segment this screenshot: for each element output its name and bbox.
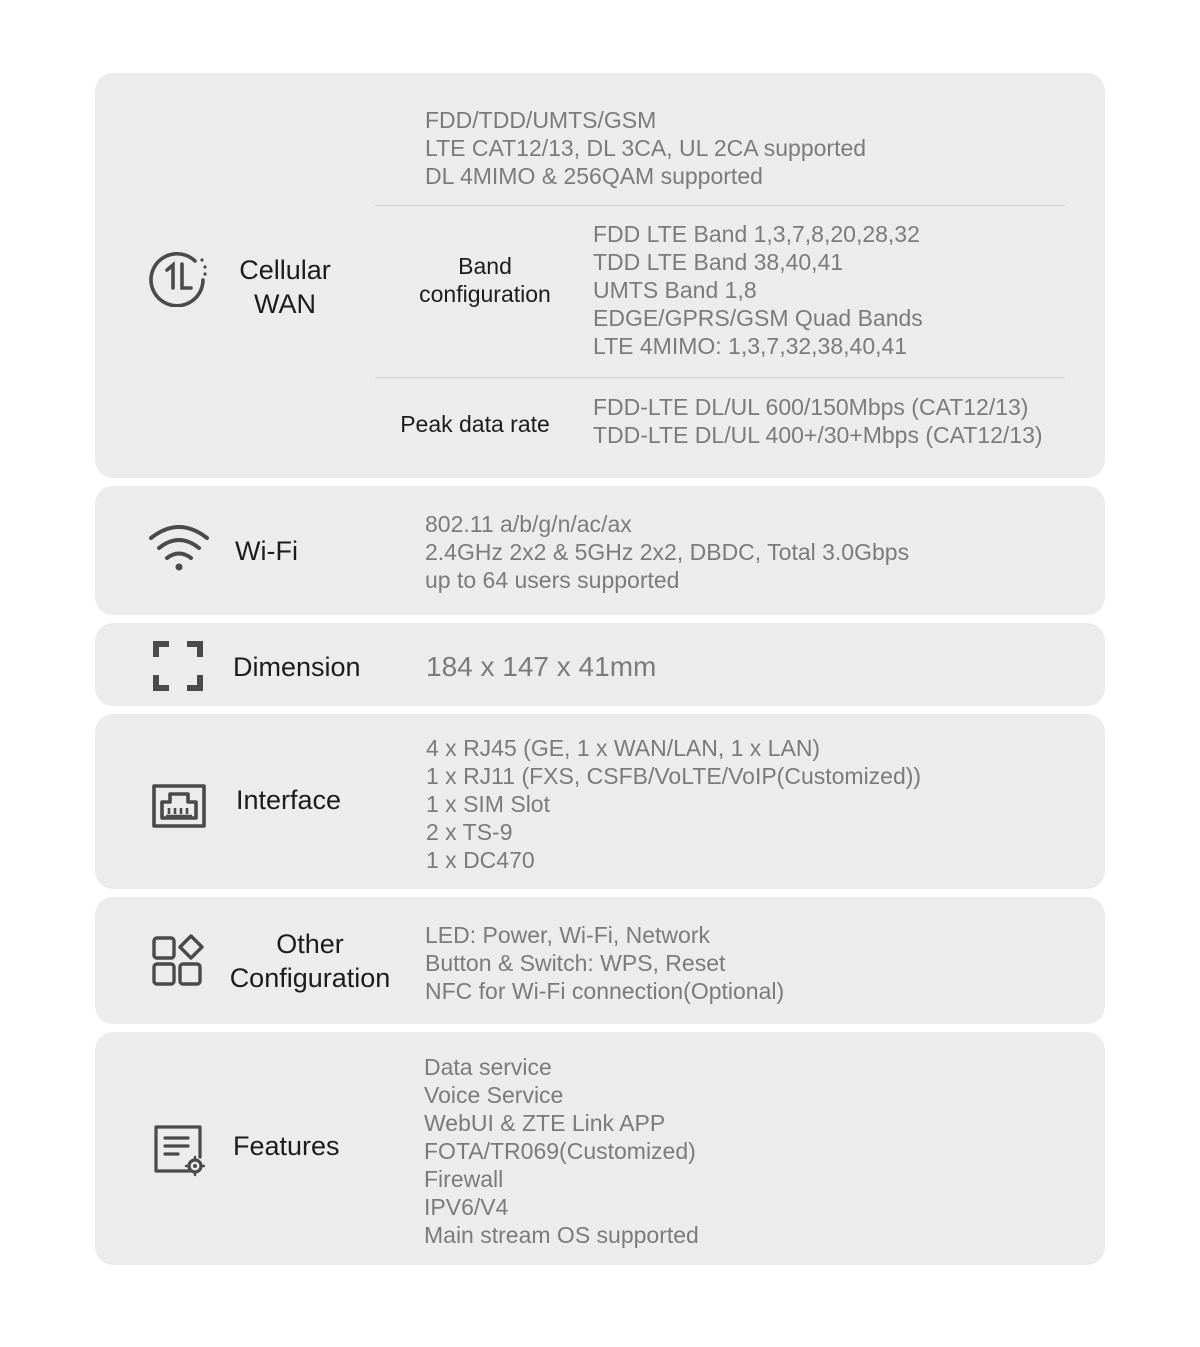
value-line: IPV6/V4 <box>424 1194 509 1220</box>
value-line: Firewall <box>424 1166 504 1192</box>
wifi-title: Wi-Fi <box>235 536 298 566</box>
other-configuration-card <box>95 897 1105 1024</box>
cellular-wan-title: Cellular WAN <box>239 255 331 319</box>
other-configuration-title: Other Configuration <box>229 929 391 993</box>
value-line: 1 x SIM Slot <box>426 791 550 817</box>
value-line: up to 64 users supported <box>425 567 680 593</box>
value-line: Voice Service <box>424 1082 564 1108</box>
wifi-card <box>95 486 1105 615</box>
value-line: FDD LTE Band 1,3,7,8,20,28,32 <box>593 221 920 247</box>
divider <box>375 377 1065 378</box>
value-line: 2 x TS-9 <box>426 819 513 845</box>
value-line: LTE CAT12/13, DL 3CA, UL 2CA supported <box>425 135 867 161</box>
band-configuration-values <box>593 220 923 360</box>
other-configuration-values <box>425 921 784 1005</box>
cellular-wan-card <box>95 73 1105 478</box>
features-title: Features <box>233 1131 340 1161</box>
value-line: 802.11 a/b/g/n/ac/ax <box>425 511 632 537</box>
value-line: Button & Switch: WPS, Reset <box>425 950 726 976</box>
wifi-values <box>425 510 909 594</box>
peak-data-rate-label: Peak data rate <box>400 411 550 437</box>
apps-grid-icon <box>148 930 210 992</box>
cellular-1l-icon <box>147 245 209 307</box>
interface-values <box>426 734 921 874</box>
value-line: FDD-LTE DL/UL 600/150Mbps (CAT12/13) <box>593 394 1029 420</box>
dimension-value: 184 x 147 x 41mm <box>426 651 657 682</box>
value-line: FDD/TDD/UMTS/GSM <box>425 107 657 133</box>
divider <box>375 205 1065 206</box>
value-line: FOTA/TR069(Customized) <box>424 1138 696 1164</box>
dimension-card <box>95 623 1105 706</box>
value-line: TDD-LTE DL/UL 400+/30+Mbps (CAT12/13) <box>593 422 1043 448</box>
cellular-general-values <box>425 106 866 190</box>
value-line: WebUI & ZTE Link APP <box>424 1110 666 1136</box>
features-card <box>95 1032 1105 1265</box>
peak-data-rate-values <box>593 393 1043 449</box>
value-line: LED: Power, Wi-Fi, Network <box>425 922 710 948</box>
value-line: 4 x RJ45 (GE, 1 x WAN/LAN, 1 x LAN) <box>426 735 821 761</box>
value-line: Data service <box>424 1054 552 1080</box>
interface-card <box>95 714 1105 889</box>
interface-title: Interface <box>236 785 342 815</box>
value-line: DL 4MIMO & 256QAM supported <box>425 163 763 189</box>
value-line: TDD LTE Band 38,40,41 <box>593 249 844 275</box>
value-line: 1 x RJ11 (FXS, CSFB/VoLTE/VoIP(Customized)) <box>426 763 922 789</box>
value-line: LTE 4MIMO: 1,3,7,32,38,40,41 <box>593 333 908 359</box>
ethernet-port-icon <box>148 772 210 834</box>
value-line: NFC for Wi-Fi connection(Optional) <box>425 978 785 1004</box>
value-line: 2.4GHz 2x2 & 5GHz 2x2, DBDC, Total 3.0Gbps <box>425 539 910 565</box>
value-line: UMTS Band 1,8 <box>593 277 757 303</box>
wifi-icon <box>148 520 210 582</box>
dimension-title: Dimension <box>233 652 361 682</box>
value-line: EDGE/GPRS/GSM Quad Bands <box>593 305 923 331</box>
value-line: 1 x DC470 <box>426 847 535 873</box>
features-values <box>424 1053 699 1249</box>
dimension-corners-icon <box>147 635 209 697</box>
value-line: Main stream OS supported <box>424 1222 699 1248</box>
document-settings-icon <box>148 1119 210 1181</box>
band-configuration-label: Band configuration <box>419 253 551 307</box>
